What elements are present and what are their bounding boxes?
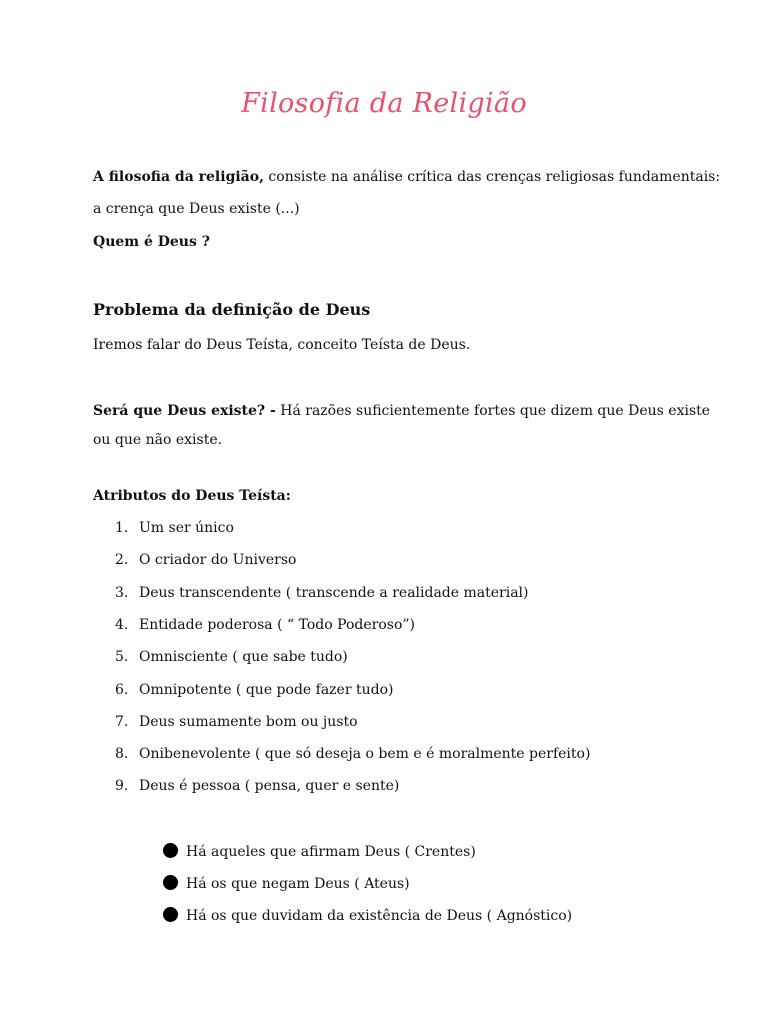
bullet-item xyxy=(163,843,476,861)
bullet-item xyxy=(163,907,572,925)
list-item-text: Onibenevolente ( que só deseja o bem e é moralmente perfeito) xyxy=(139,746,591,762)
list-item xyxy=(115,551,296,569)
bullet-dot-icon xyxy=(163,843,178,858)
document-title: Filosofia da Religião xyxy=(241,88,527,119)
section-existence-bold-lead: Será que Deus existe? - xyxy=(93,403,276,419)
bullet-item-text: Há aqueles que afirmam Deus ( Crentes) xyxy=(186,844,476,860)
bullet-item xyxy=(163,875,410,893)
intro-text: consiste na análise crítica das crenças religiosas fundamentais: xyxy=(263,169,721,185)
bullet-dot-icon xyxy=(163,875,178,890)
attributes-heading: Atributos do Deus Teísta: xyxy=(93,488,291,504)
list-item xyxy=(115,519,234,537)
section-existence-paragraph xyxy=(93,402,710,420)
list-item-text: Entidade poderosa ( “ Todo Poderoso”) xyxy=(139,617,416,633)
section-definition-text: Iremos falar do Deus Teísta, conceito Teísta de Deus. xyxy=(93,337,471,353)
list-item-number: 7. xyxy=(115,714,129,730)
list-item-number: 4. xyxy=(115,617,129,633)
bullet-dot-icon xyxy=(163,907,178,922)
list-item-number: 9. xyxy=(115,778,129,794)
section-heading-definition: Problema da definição de Deus xyxy=(93,300,371,319)
list-item-number: 2. xyxy=(115,552,129,568)
list-item-number: 5. xyxy=(115,649,129,665)
list-item-number: 8. xyxy=(115,746,129,762)
bullet-item-text: Há os que duvidam da existência de Deus ( Agnóstico) xyxy=(186,908,573,924)
list-item xyxy=(115,648,348,666)
list-item-number: 3. xyxy=(115,585,129,601)
list-item xyxy=(115,713,358,731)
list-item xyxy=(115,681,393,699)
list-item xyxy=(115,616,415,634)
intro-bold-lead: A filosofia da religião, xyxy=(93,169,264,185)
list-item-text: Um ser único xyxy=(139,520,234,536)
list-item-text: Deus transcendente ( transcende a realidade material) xyxy=(139,585,529,601)
bullet-item-text: Há os que negam Deus ( Ateus) xyxy=(186,876,410,892)
list-item-number: 6. xyxy=(115,682,129,698)
intro-question: Quem é Deus ? xyxy=(93,234,210,250)
list-item-text: Omnipotente ( que pode fazer tudo) xyxy=(139,682,394,698)
list-item-text: Omnisciente ( que sabe tudo) xyxy=(139,649,348,665)
section-existence-line-2: ou que não existe. xyxy=(93,432,223,448)
list-item-text: Deus sumamente bom ou justo xyxy=(139,714,358,730)
list-item-text: Deus é pessoa ( pensa, quer e sente) xyxy=(139,778,400,794)
list-item-number: 1. xyxy=(115,520,129,536)
list-item-text: O criador do Universo xyxy=(139,552,297,568)
list-item xyxy=(115,745,590,763)
intro-paragraph xyxy=(93,168,720,186)
list-item xyxy=(115,777,399,795)
list-item xyxy=(115,584,528,602)
intro-line-2: a crença que Deus existe (...) xyxy=(93,201,300,217)
section-existence-text: Há razões suficientemente fortes que dizem que Deus existe xyxy=(275,403,711,419)
